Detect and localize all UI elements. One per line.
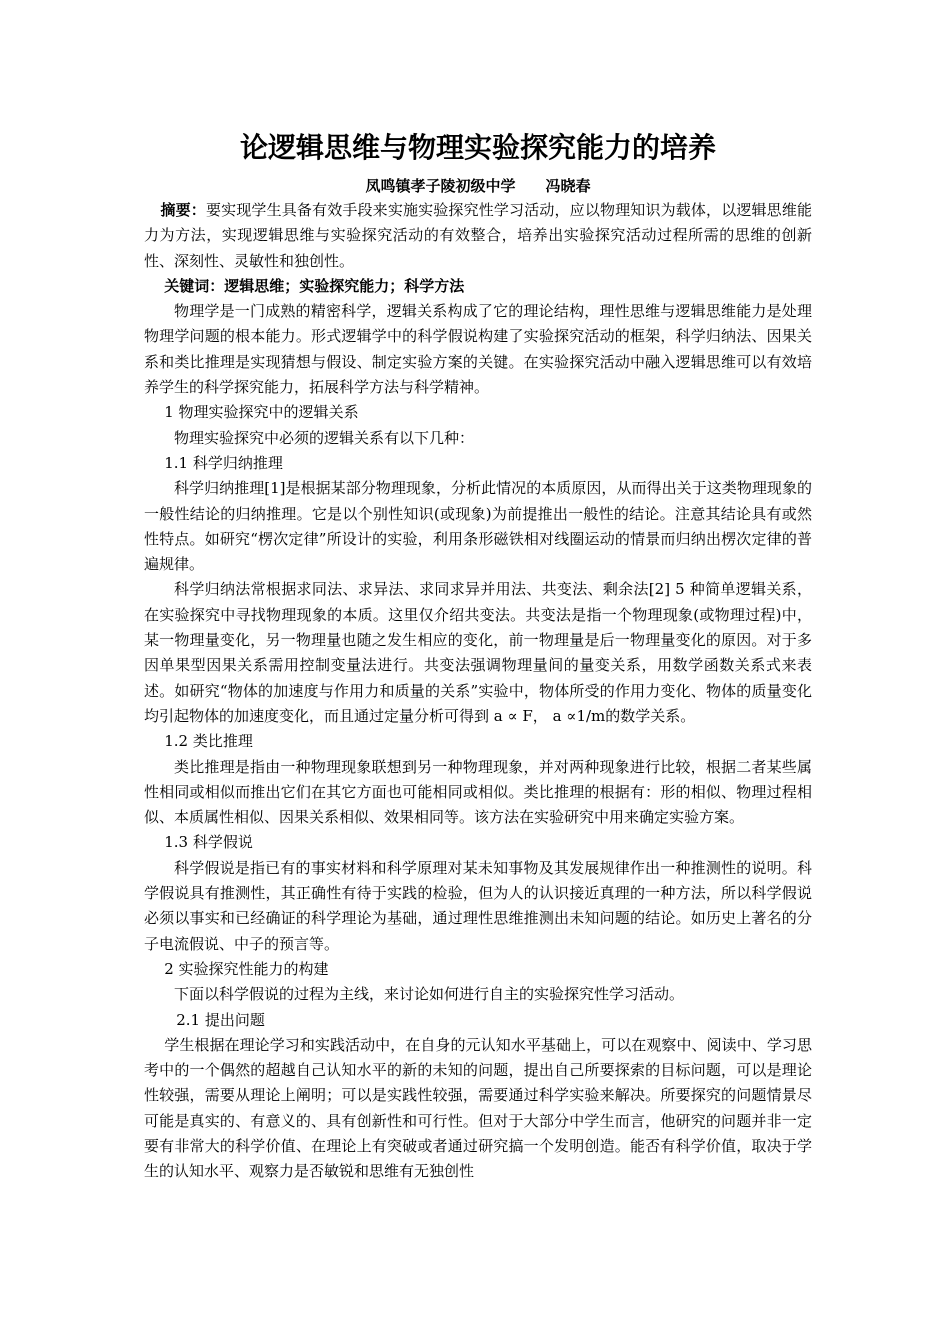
subsection-heading: 1.2 类比推理 — [164, 732, 253, 751]
body-paragraph: 科学归纳法常根据求同法、求异法、求同求异并用法、共变法、剩余法[2] 5 种简单逻辑关系，在实验探究中寻找物理现象的本质。这里仅介绍共变法。共变法是指一个物理现象(或物理过程)中，某一物理量变化，另一物理量也随之发生相应的变化，前一物理量是后一物理量变化的原因。对于多因单果型因果关系需用控制变量法进行。共变法强调物理量间的量变关系，用数学函数关系式来表述。如研究“物体的加速度与作用力和质量的关系”实验中，物体所受的作用力变化、物体的质量变化均引起物体的加速度变化，而且通过定量分析可得到 a ∝ F， a ∝1/m的数学关系。 — [144, 580, 812, 725]
keywords-paragraph — [144, 274, 812, 299]
intro-paragraph: 物理学是一门成熟的精密科学，逻辑关系构成了它的理论结构，理性思维与逻辑思维能力是处理物理学问题的根本能力。形式逻辑学中的科学假说构建了实验探究活动的框架，科学归纳法、因果关系和类比推理是实现猜想与假设、制定实验方案的关键。在实验探究活动中融入逻辑思维可以有效培养学生的科学探究能力，拓展科学方法与科学精神。 — [144, 302, 812, 397]
abstract-label: 摘要： — [160, 201, 206, 219]
keywords-label: 关键词： — [164, 276, 225, 295]
author-line — [144, 174, 812, 198]
body-paragraph: 类比推理是指由一种物理现象联想到另一种物理现象，并对两种现象进行比较，根据二者某些属性相同或相似而推出它们在其它方面也可能相同或相似。类比推理的根据有：形的相似、物理过程相似、本质属性相似、因果关系相似、效果相同等。该方法在实验研究中用来确定实验方案。 — [144, 757, 812, 827]
subsection-heading: 1.1 科学归纳推理 — [164, 453, 283, 472]
body-paragraph: 科学假说是指已有的事实材料和科学原理对某未知事物及其发展规律作出一种推测性的说明。科学假说具有推测性，其正确性有待于实践的检验，但为人的认识接近真理的一种方法，所以科学假说必须以事实和已经确证的科学理论为基础，通过理性思维推测出未知问题的结论。如历史上著名的分子电流假说、中子的预言等。 — [144, 858, 812, 953]
author-name: 冯晓春 — [545, 177, 591, 195]
document-page — [144, 128, 812, 1185]
section-heading: 2 实验探究性能力的构建 — [164, 959, 329, 978]
section-heading: 1 物理实验探究中的逻辑关系 — [164, 403, 359, 422]
body-paragraph: 下面以科学假说的过程为主线，来讨论如何进行自主的实验探究性学习活动。 — [174, 985, 685, 1004]
keywords-text: 逻辑思维；实验探究能力；科学方法 — [224, 276, 465, 295]
abstract-text: 要实现学生具备有效手段来实施实验探究性学习活动，应以物理知识为载体，以逻辑思维能力为方法，实现逻辑思维与实验探究活动的有效整合，培养出实验探究活动过程所需的思维的创新性、深刻性、灵敏性和独创性。 — [144, 201, 812, 270]
author-affiliation: 凤鸣镇孝子陵初级中学 — [365, 177, 516, 195]
body-paragraph: 科学归纳推理[1]是根据某部分物理现象，分析此情况的本质原因，从而得出关于这类物理现象的一般性结论的归纳推理。它是以个别性知识(或现象)为前提推出一般性的结论。注意其结论具有或然性特点。如研究“楞次定律”所设计的实验，利用条形磁铁相对线圈运动的情景而归纳出楞次定律的普遍规律。 — [144, 479, 812, 574]
body-paragraph: 物理实验探究中必须的逻辑关系有以下几种： — [174, 428, 475, 447]
body-paragraph: 学生根据在理论学习和实践活动中，在自身的元认知水平基础上，可以在观察中、阅读中、学习思考中的一个偶然的超越自己认知水平的新的未知的问题，提出自己所要探索的目标问题，可以是理论性较强，需要从理论上阐明；可以是实践性较强，需要通过科学实验来解决。所要探究的问题情景尽可能是真实的、有意义的、具有创新性和可行性。但对于大部分中学生而言，他研究的问题并非一定要有非常大的科学价值、在理论上有突破或者通过研究搞一个发明创造。能否有科学价值，取决于学生的认知水平、观察力是否敏锐和思维有无独创性 — [144, 1035, 812, 1181]
paper-title: 论逻辑思维与物理实验探究能力的培养 — [239, 131, 716, 164]
abstract-paragraph — [144, 198, 812, 274]
subsection-heading: 2.1 提出问题 — [176, 1010, 265, 1029]
subsection-heading: 1.3 科学假说 — [164, 833, 253, 852]
